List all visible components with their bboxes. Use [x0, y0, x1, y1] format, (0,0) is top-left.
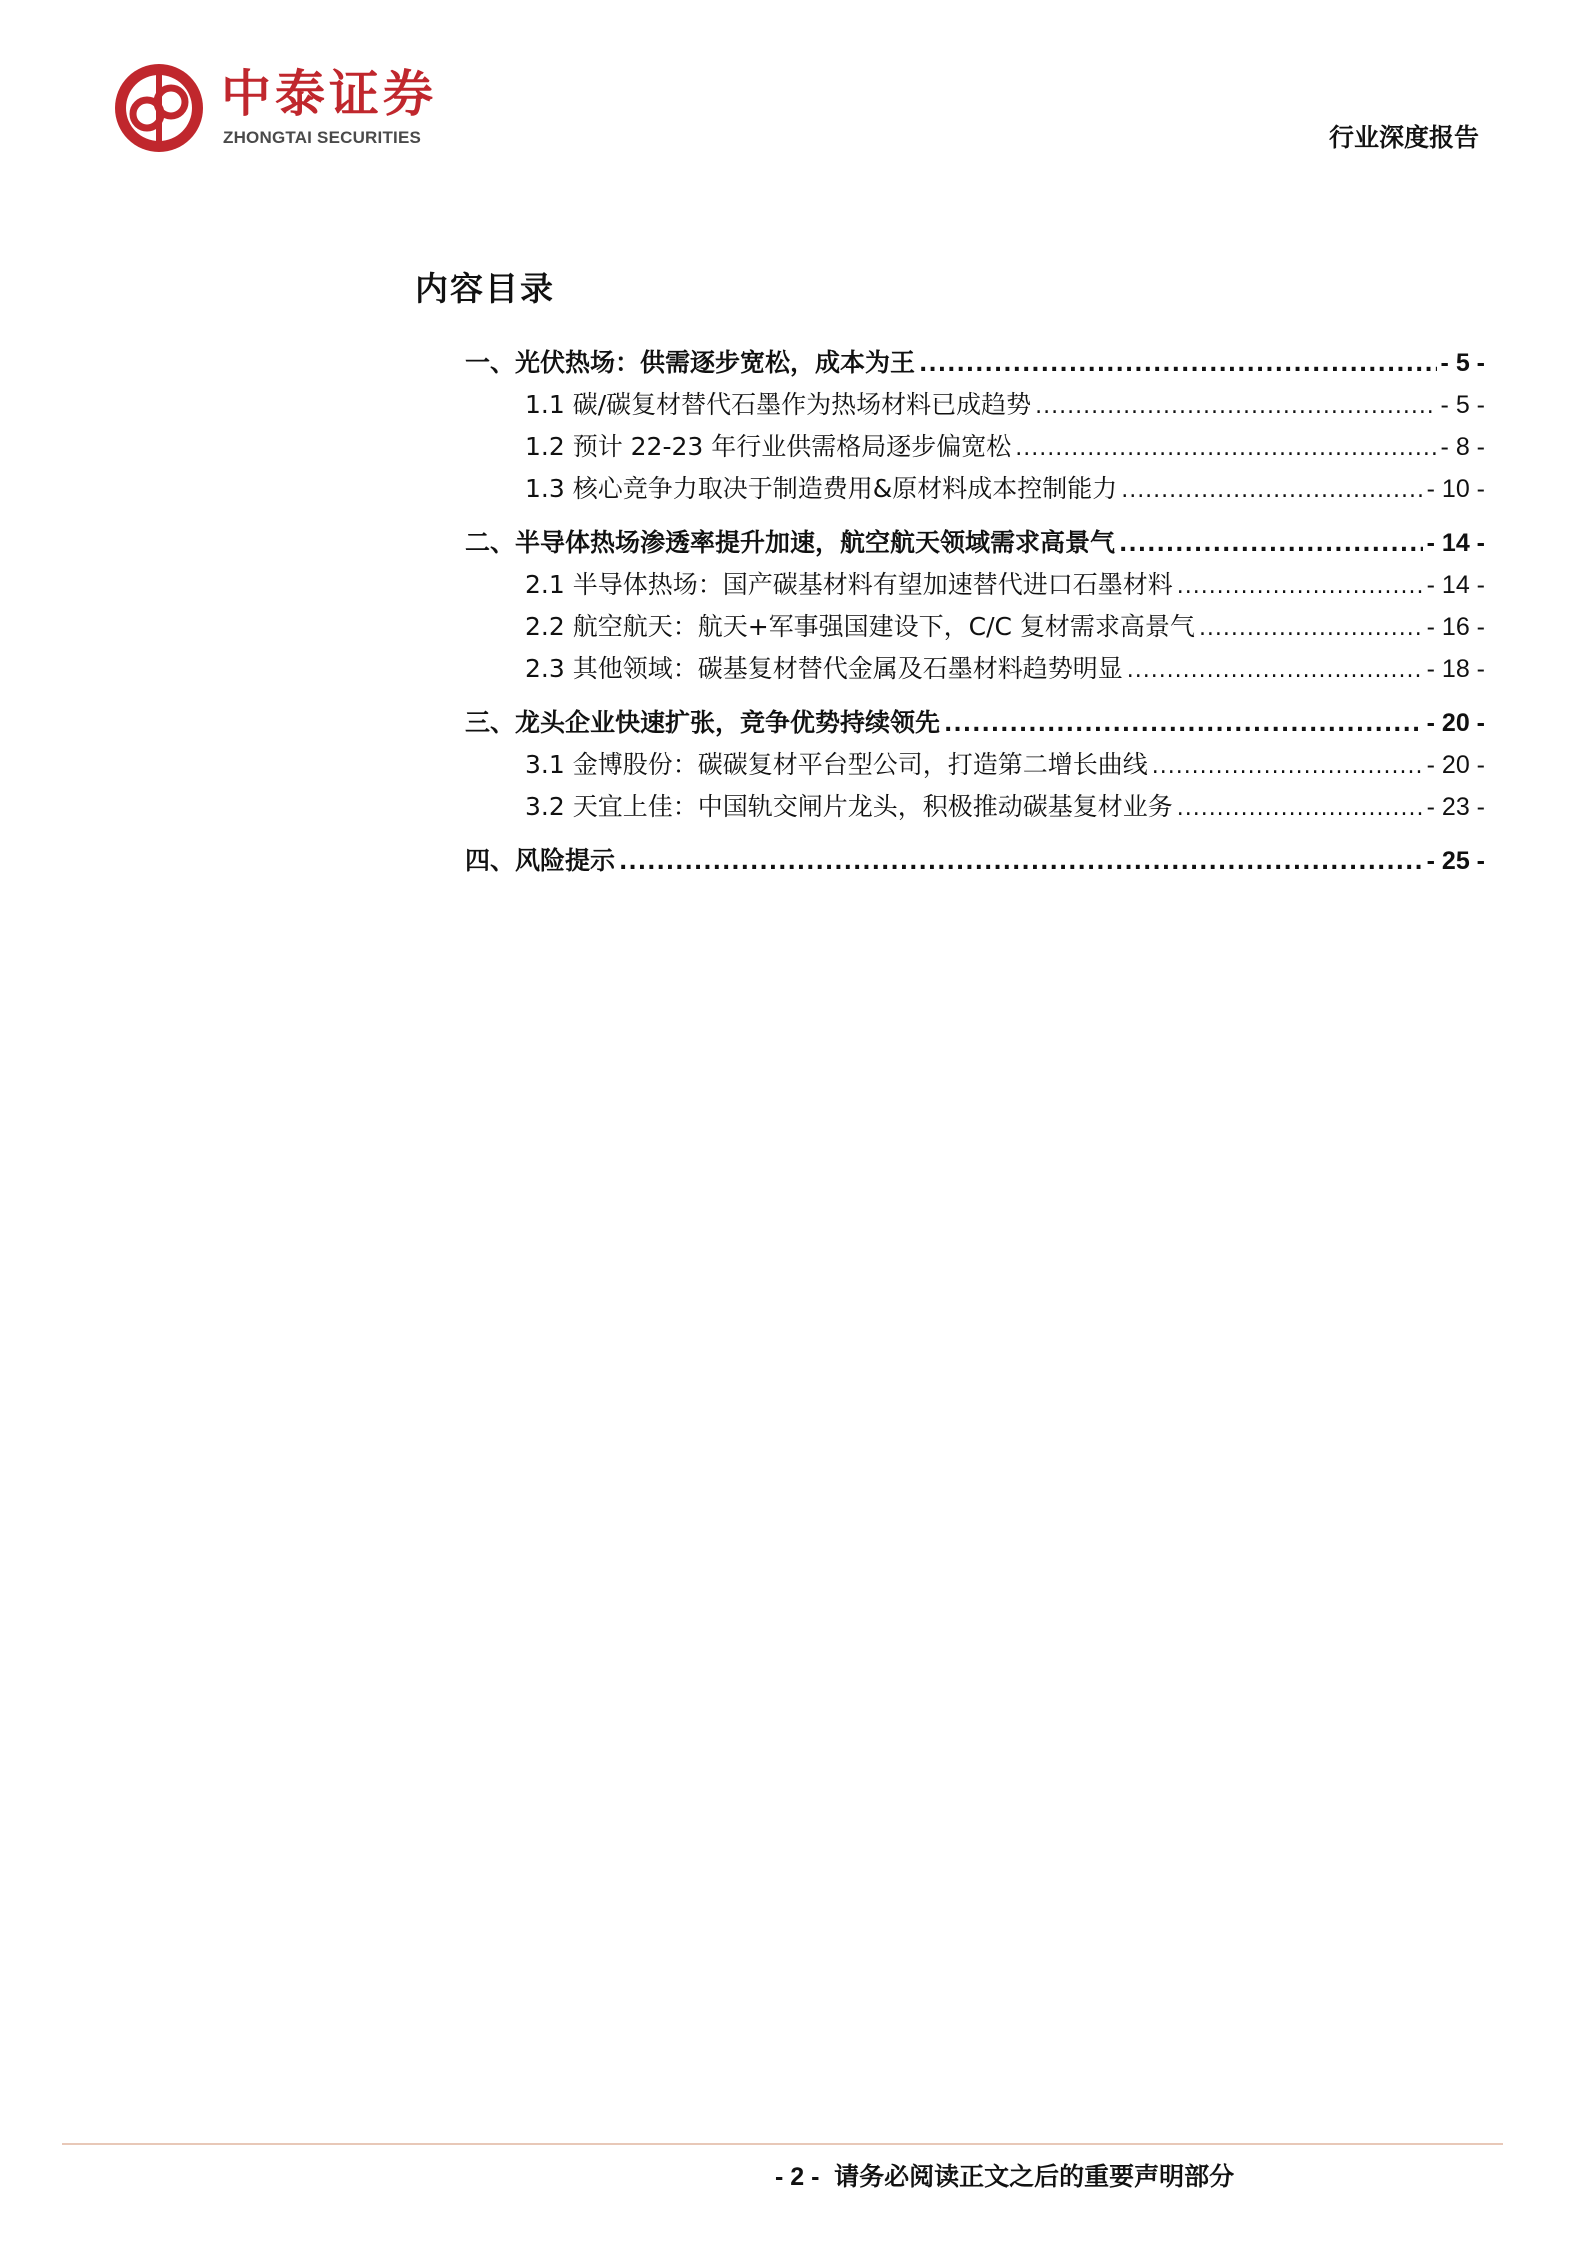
toc-entry-label: 2.1 半导体热场：国产碳基材料有望加速替代进口石墨材料 — [525, 570, 1173, 599]
toc-entry-page: - 5 - — [1440, 349, 1485, 377]
toc-entry-page: - 16 - — [1426, 613, 1485, 641]
toc-entry-page: - 10 - — [1426, 475, 1485, 503]
toc-leader-dots — [1035, 386, 1436, 428]
toc-entry-label: 3.1 金博股份：碳碳复材平台型公司，打造第二增长曲线 — [525, 750, 1148, 779]
toc-entry-2-2[interactable] — [465, 606, 1485, 648]
toc-entry-3-2[interactable] — [465, 786, 1485, 828]
page-number: - 2 - — [775, 2163, 820, 2191]
toc-entry-page: - 25 - — [1426, 847, 1485, 875]
toc-leader-dots — [1199, 608, 1423, 650]
toc-leader-dots — [1015, 428, 1436, 470]
toc-entry-page: - 5 - — [1440, 391, 1485, 419]
toc-entry-section-3[interactable] — [465, 702, 1485, 744]
toc-entry-1-2[interactable] — [465, 426, 1485, 468]
toc-title: 内容目录 — [415, 269, 555, 308]
toc-entry-page: - 8 - — [1440, 433, 1485, 461]
zhongtai-logo-icon — [113, 62, 205, 154]
toc-leader-dots — [1177, 788, 1423, 830]
toc-entry-page: - 20 - — [1426, 751, 1485, 779]
toc-entry-1-3[interactable] — [465, 468, 1485, 510]
toc-entry-page: - 18 - — [1426, 655, 1485, 683]
company-logo — [113, 62, 493, 157]
toc-entry-page: - 23 - — [1426, 793, 1485, 821]
toc-entry-section-1[interactable] — [465, 342, 1485, 384]
toc-entry-label: 1.3 核心竞争力取决于制造费用&原材料成本控制能力 — [525, 474, 1118, 503]
disclaimer-notice: 请务必阅读正文之后的重要声明部分 — [834, 2162, 1235, 2191]
toc-leader-dots — [1152, 746, 1423, 788]
toc-entry-page: - 14 - — [1426, 529, 1485, 557]
page-footer — [775, 2157, 1234, 2193]
toc-entry-label: 3.2 天宜上佳：中国轨交闸片龙头，积极推动碳基复材业务 — [525, 792, 1173, 821]
toc-leader-dots — [919, 344, 1437, 386]
toc-leader-dots — [944, 704, 1423, 746]
logo-english-name: ZHONGTAI SECURITIES — [223, 128, 422, 147]
toc-entry-label: 2.3 其他领域：碳基复材替代金属及石墨材料趋势明显 — [525, 654, 1123, 683]
toc-entry-label: 一、光伏热场：供需逐步宽松，成本为王 — [465, 348, 916, 377]
toc-entry-section-2[interactable] — [465, 522, 1485, 564]
footer-divider — [62, 2143, 1503, 2145]
toc-entry-page: - 14 - — [1426, 571, 1485, 599]
toc-entry-label: 1.2 预计 22-23 年行业供需格局逐步偏宽松 — [525, 432, 1012, 461]
toc-leader-dots — [1119, 524, 1423, 566]
toc-leader-dots — [1121, 470, 1422, 512]
toc-leader-dots — [619, 842, 1423, 884]
toc-entry-label: 四、风险提示 — [465, 846, 616, 875]
toc-entry-label: 2.2 航空航天：航天+军事强国建设下，C/C 复材需求高景气 — [525, 612, 1195, 641]
toc-leader-dots — [1127, 650, 1423, 692]
toc-entry-3-1[interactable] — [465, 744, 1485, 786]
toc-entry-label: 三、龙头企业快速扩张，竞争优势持续领先 — [465, 708, 941, 737]
toc-leader-dots — [1177, 566, 1423, 608]
toc-entry-label: 1.1 碳/碳复材替代石墨作为热场材料已成趋势 — [525, 390, 1032, 419]
toc-entry-2-3[interactable] — [465, 648, 1485, 690]
toc-entry-2-1[interactable] — [465, 564, 1485, 606]
toc-entry-label: 二、半导体热场渗透率提升加速，航空航天领域需求高景气 — [465, 528, 1116, 557]
toc-entry-1-1[interactable] — [465, 384, 1485, 426]
report-type-label: 行业深度报告 — [1328, 123, 1479, 152]
logo-chinese-name: 中泰证券 — [221, 65, 437, 123]
toc-entry-section-4[interactable] — [465, 840, 1485, 882]
table-of-contents — [465, 342, 1485, 882]
toc-entry-page: - 20 - — [1426, 709, 1485, 737]
